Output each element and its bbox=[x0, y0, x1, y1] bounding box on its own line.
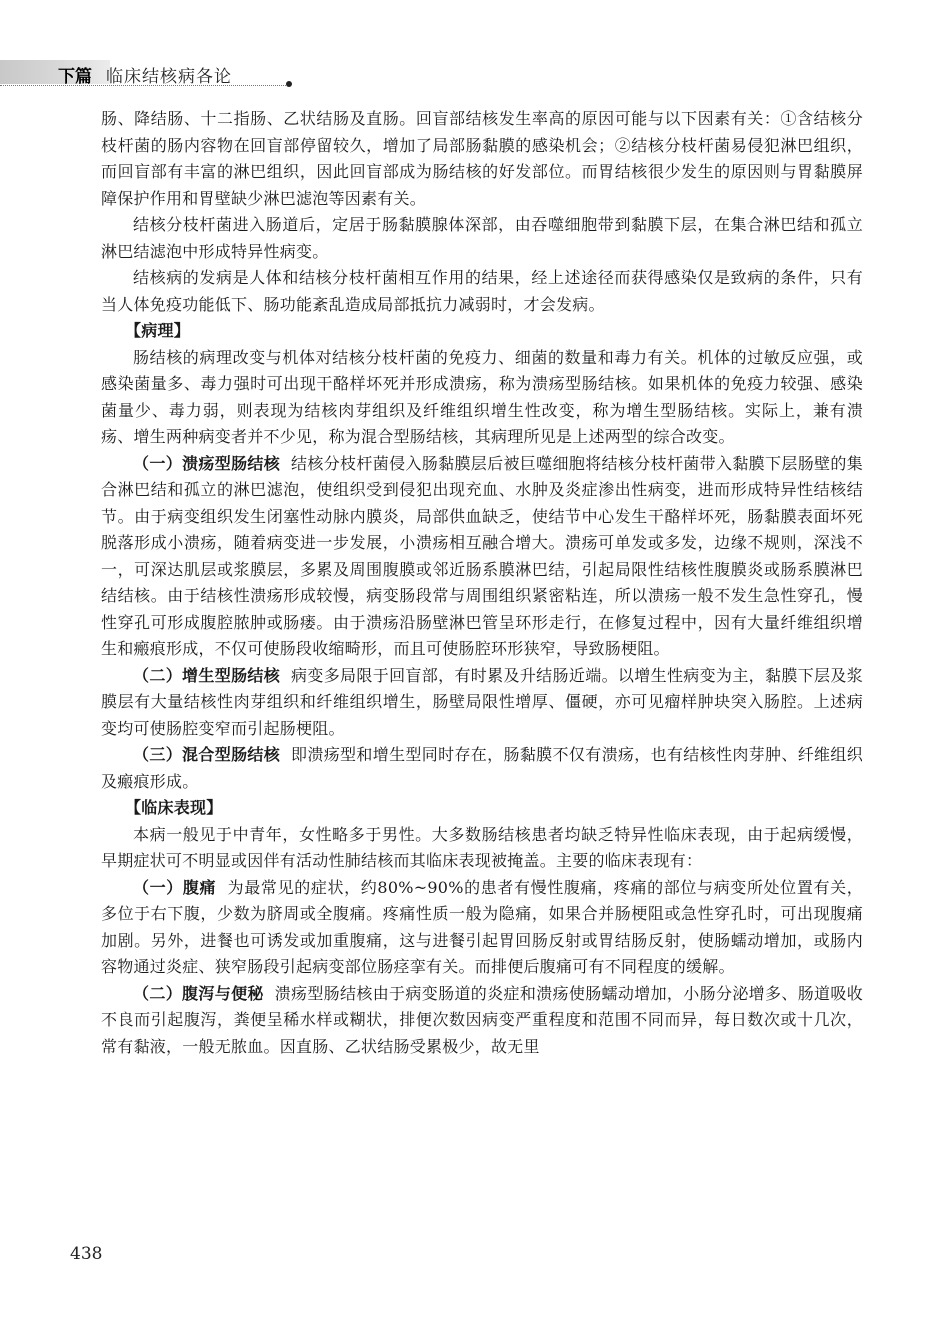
main-content bbox=[101, 106, 863, 1060]
pathology-item-title: （一）溃疡型肠结核 bbox=[133, 453, 281, 473]
pathology-item bbox=[101, 451, 863, 663]
page-number: 438 bbox=[70, 1244, 103, 1264]
pathology-item bbox=[101, 742, 863, 795]
clinical-item-title: （一）腹痛 bbox=[133, 877, 217, 897]
part-title: 临床结核病各论 bbox=[106, 67, 232, 87]
paragraph-entry: 结核分枝杆菌进入肠道后，定居于肠黏膜腺体深部，由吞噬细胞带到黏膜下层，在集合淋巴结和孤立淋巴结滤泡中形成特异性病变。 bbox=[101, 215, 863, 261]
section-heading-pathology: 【病理】 bbox=[125, 321, 191, 340]
clinical-item-title: （二）腹泻与便秘 bbox=[133, 983, 264, 1003]
paragraph-onset: 结核病的发病是人体和结核分枝杆菌相互作用的结果，经上述途径而获得感染仅是致病的条件，只有当人体免疫功能低下、肠功能紊乱造成局部抵抗力减弱时，才会发病。 bbox=[101, 268, 863, 314]
clinical-item-text: 溃疡型肠结核由于病变肠道的炎症和溃疡使肠蠕动增加，小肠分泌增多、肠道吸收不良而引起腹泻，粪便呈稀水样或糊状，排便次数因病变严重程度和范围不同而异，每日数次或十几次，常有黏液，一般无脓血。因直肠、乙状结肠受累极少，故无里 bbox=[101, 983, 863, 1056]
part-label: 下篇 bbox=[58, 67, 92, 87]
pathology-item-title: （三）混合型肠结核 bbox=[133, 745, 281, 764]
pathology-item-text: 病变多局限于回盲部，有时累及升结肠近端。以增生性病变为主，黏膜下层及浆膜层有大量结核性肉芽组织和纤维组织增生，肠壁局限性增厚、僵硬，亦可见瘤样肿块突入肠腔。上述病变均可使肠腔变窄而引起肠梗阻。 bbox=[101, 665, 863, 738]
pathology-intro: 肠结核的病理改变与机体对结核分枝杆菌的免疫力、细菌的数量和毒力有关。机体的过敏反应强，或感染菌量多、毒力强时可出现干酪样坏死并形成溃疡，称为溃疡型肠结核。如果机体的免疫力较强、感染菌量少、毒力弱，则表现为结核肉芽组织及纤维组织增生性改变，称为增生型肠结核。实际上，兼有溃疡、增生两种病变者并不少见，称为混合型肠结核，其病理所见是上述两型的综合改变。 bbox=[101, 347, 863, 446]
clinical-item bbox=[101, 981, 863, 1061]
running-header bbox=[0, 60, 420, 86]
pathology-item bbox=[101, 663, 863, 743]
paragraph-causes: 肠、降结肠、十二指肠、乙状结肠及直肠。回盲部结核发生率高的原因可能与以下因素有关：①含结核分枝杆菌的肠内容物在回盲部停留较久，增加了局部肠黏膜的感染机会；②结核分枝杆菌易侵犯淋巴组织，而回盲部有丰富的淋巴组织，因此回盲部成为肠结核的好发部位。而胃结核很少发生的原因则与胃黏膜屏障保护作用和胃壁缺少淋巴滤泡等因素有关。 bbox=[101, 109, 863, 208]
header-gray-band bbox=[0, 60, 110, 84]
clinical-intro: 本病一般见于中青年，女性略多于男性。大多数肠结核患者均缺乏特异性临床表现，由于起病缓慢，早期症状可不明显或因伴有活动性肺结核而其临床表现被掩盖。主要的临床表现有： bbox=[101, 824, 863, 870]
pathology-item-text: 结核分枝杆菌侵入肠黏膜层后被巨噬细胞将结核分枝杆菌带入黏膜下层肠壁的集合淋巴结和孤立的淋巴滤泡，使组织受到侵犯出现充血、水肿及炎症渗出性病变，进而形成特异性结核结节。由于病变组织发生闭塞性动脉内膜炎，局部供血缺乏，使结节中心发生干酪样坏死，肠黏膜表面坏死脱落形成小溃疡，随着病变进一步发展，小溃疡相互融合增大。溃疡可单发或多发，边缘不规则，深浅不一，可深达肌层或浆膜层，多累及周围腹膜或邻近肠系膜淋巴结，引起局限性结核性腹膜炎或肠系膜淋巴结结核。由于结核性溃疡形成较慢，病变肠段常与周围组织紧密粘连，所以溃疡一般不发生急性穿孔，慢性穿孔可形成腹腔脓肿或肠瘘。由于溃疡沿肠壁淋巴管呈环形走行，在修复过程中，因有大量纤维组织增生和瘢痕形成，不仅可使肠段收缩畸形，而且可使肠腔环形狭窄，导致肠梗阻。 bbox=[101, 453, 863, 658]
pathology-item-text: 即溃疡型和增生型同时存在，肠黏膜不仅有溃疡，也有结核性肉芽肿、纤维组织及瘢痕形成。 bbox=[101, 745, 863, 791]
clinical-item-text: 为最常见的症状，约80%~90%的患者有慢性腹痛，疼痛的部位与病变所处位置有关，多位于右下腹，少数为脐周或全腹痛。疼痛性质一般为隐痛，如果合并肠梗阻或急性穿孔时，可出现腹痛加剧。另外，进餐也可诱发或加重腹痛，这与进餐引起胃回肠反射或胃结肠反射，使肠蠕动增加，或肠内容物通过炎症、狭窄肠段引起病变部位肠痉挛有关。而排便后腹痛可有不同程度的缓解。 bbox=[101, 877, 863, 976]
section-heading-clinical: 【临床表现】 bbox=[125, 798, 223, 817]
pathology-item-title: （二）增生型肠结核 bbox=[133, 665, 281, 685]
header-bullet bbox=[286, 81, 292, 87]
clinical-item bbox=[101, 875, 863, 981]
